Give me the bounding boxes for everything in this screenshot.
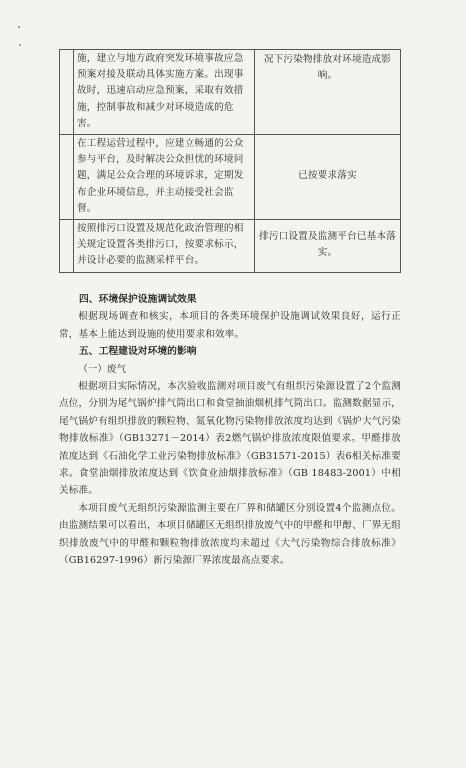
table-cell-blank <box>60 135 74 220</box>
measure-cell: 施，建立与地方政府突发环境事故应急预案对接及联动具体实施方案。出现事故时，迅速启动应急预案，采取有效措施，控制事故和减少对环境造成的危害。 <box>74 50 255 135</box>
table-cell-blank <box>60 50 74 135</box>
section-heading: 四、环境保护设施调试效果 <box>79 294 197 305</box>
table-row <box>60 220 401 273</box>
status-cell: 况下污染物排放对环境造成影响。 <box>255 50 401 135</box>
measure-cell: 按照排污口设置及规范化政治管理的相关规定设置各类排污口，按要求标示，并设计必要的监测采样平台。 <box>74 220 255 273</box>
section-heading: 五、工程建设对环境的影响 <box>79 346 197 358</box>
table-row <box>60 135 401 220</box>
paragraph: 本项目废气无组织污染源监测主要在厂界和储罐区分别设置4个监测点位。由监测结果可以看出，本项目储罐区无组织排放废气中的甲醛和甲醇、厂界无组织排放废气中的甲醛和颗粒物排放浓度均未超过《大气污染物综合排放标准》（GB16297-1996）新污染源厂界浓度最高点要求。 <box>59 502 401 567</box>
paragraph: 根据项目实际情况，本次验收监测对项目废气有组织污染源设置了2个监测点位，分别为尾气锅炉排气筒出口和食堂抽油烟机排气筒出口。监测数据显示，尾气锅炉有组织排放的颗粒物、氮氧化物污染物排放浓度均达到《锅炉大气污染物排放标准》（GB13271－2014）表2燃气锅炉排放浓度限值要求。甲醛排放浓度达到《石油化学工业污染物排放标准》（GB31571-2015）表6相关标准要求。食堂油烟排放浓度达到《饮食业油烟排放标准》（GB 18483-2001）中相关标准。 <box>59 381 401 497</box>
measure-cell: 在工程运营过程中，应建立畅通的公众参与平台，及时解决公众担忧的环境问题，满足公众合理的环境诉求，定期发布企业环境信息，并主动接受社会监督。 <box>74 135 255 220</box>
subsection-heading: （一）废气 <box>78 363 127 375</box>
scan-speck <box>18 26 20 28</box>
status-cell: 排污口设置及监测平台已基本落实。 <box>255 220 401 273</box>
table-cell-blank <box>60 220 74 273</box>
measures-table <box>59 49 401 273</box>
document-body <box>59 291 401 570</box>
paragraph: 根据现场调查和核实，本项目的各类环境保护设施调试效果良好，运行正常，基本上能达到设施的使用要求和效率。 <box>59 311 401 340</box>
status-cell: 已按要求落实 <box>255 135 401 220</box>
table-row <box>60 50 401 135</box>
scan-speck <box>19 44 21 46</box>
